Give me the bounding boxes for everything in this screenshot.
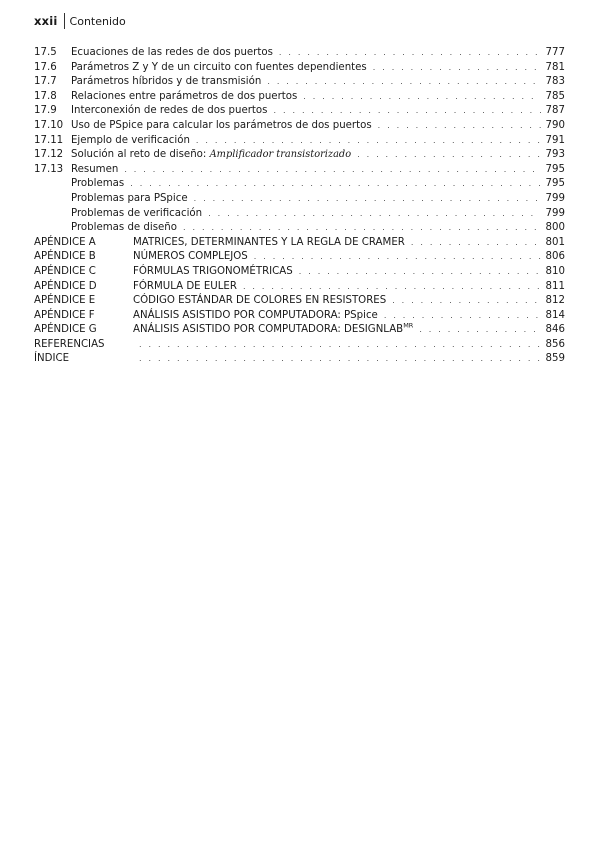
leader-dots bbox=[243, 280, 541, 295]
toc-entry bbox=[34, 134, 565, 149]
leader-dots bbox=[139, 352, 541, 367]
entry-number: 17.8 bbox=[34, 90, 57, 102]
appendix-page: 812 bbox=[545, 295, 565, 307]
leader-dots bbox=[419, 323, 541, 338]
toc-appendix bbox=[34, 323, 565, 338]
leader-dots bbox=[139, 338, 541, 353]
entry-page: 781 bbox=[545, 61, 565, 73]
entry-title: Uso de PSpice para calcular los parámetros de dos puertos bbox=[71, 119, 372, 131]
appendix-title: FÓRMULAS TRIGONOMÉTRICAS bbox=[133, 265, 293, 277]
toc-subentry bbox=[34, 192, 565, 207]
appendix-label: APÉNDICE A bbox=[34, 236, 96, 248]
appendix-label: APÉNDICE D bbox=[34, 280, 97, 292]
appendix-title: FÓRMULA DE EULER bbox=[133, 280, 237, 292]
entry-title: Relaciones entre parámetros de dos puertos bbox=[71, 90, 298, 102]
toc-appendix bbox=[34, 236, 565, 251]
appendix-label: APÉNDICE C bbox=[34, 265, 96, 277]
subentry-title: Problemas de verificación bbox=[71, 207, 203, 219]
subentry-page: 795 bbox=[545, 178, 565, 190]
entry-page: 783 bbox=[545, 76, 565, 88]
entry-title-text: Solución al reto de diseño: bbox=[71, 149, 207, 161]
entry-number: 17.11 bbox=[34, 134, 64, 146]
toc-subentry bbox=[34, 207, 565, 222]
toc-entry bbox=[34, 46, 565, 61]
toc-appendix bbox=[34, 294, 565, 309]
entry-title: Parámetros Z y Y de un circuito con fuentes dependientes bbox=[71, 61, 367, 73]
header-page-number: xxii bbox=[34, 14, 58, 28]
entry-number: 17.7 bbox=[34, 76, 57, 88]
appendix-title bbox=[133, 323, 413, 338]
entry-number: 17.12 bbox=[34, 149, 64, 161]
toc-entry bbox=[34, 104, 565, 119]
entry-title: Parámetros híbridos y de transmisión bbox=[71, 76, 262, 88]
toc-appendix bbox=[34, 265, 565, 280]
leader-dots bbox=[183, 221, 541, 236]
toc-subentry bbox=[34, 221, 565, 236]
leader-dots bbox=[299, 265, 541, 280]
entry-page: 785 bbox=[545, 90, 565, 102]
entry-number: 17.5 bbox=[34, 47, 57, 58]
toc-entry bbox=[34, 90, 565, 105]
entry-page: 793 bbox=[545, 149, 565, 161]
entry-number: 17.10 bbox=[34, 119, 64, 131]
appendix-page: 846 bbox=[545, 324, 565, 336]
appendix-title: ANÁLISIS ASISTIDO POR COMPUTADORA: PSpice bbox=[133, 309, 378, 321]
appendix-label: APÉNDICE F bbox=[34, 309, 95, 321]
entry-title: Resumen bbox=[71, 163, 119, 175]
appendix-label: APÉNDICE B bbox=[34, 251, 96, 263]
leader-dots bbox=[196, 134, 541, 149]
header-section-title: Contenido bbox=[69, 14, 126, 28]
appendix-label: APÉNDICE E bbox=[34, 295, 96, 307]
toc-appendix bbox=[34, 280, 565, 295]
leader-dots bbox=[373, 61, 541, 76]
toc-backmatter bbox=[34, 352, 565, 367]
subentry-page: 799 bbox=[545, 207, 565, 219]
appendix-page: 814 bbox=[545, 309, 565, 321]
subentry-title: Problemas de diseño bbox=[71, 222, 177, 234]
leader-dots bbox=[130, 177, 541, 192]
leader-dots bbox=[254, 250, 541, 265]
toc-backmatter bbox=[34, 338, 565, 353]
header-divider bbox=[64, 13, 65, 29]
leader-dots bbox=[378, 119, 541, 134]
leader-dots bbox=[279, 46, 541, 61]
entry-title-italic: Amplificador transistorizado bbox=[209, 149, 352, 161]
leader-dots bbox=[411, 236, 541, 251]
entry-title bbox=[71, 148, 351, 163]
backmatter-label: REFERENCIAS bbox=[34, 338, 105, 350]
appendix-page: 806 bbox=[545, 251, 565, 263]
subentry-title: Problemas para PSpice bbox=[71, 192, 188, 204]
table-of-contents bbox=[34, 46, 565, 367]
entry-number: 17.6 bbox=[34, 61, 57, 73]
leader-dots bbox=[124, 163, 541, 178]
toc-entry bbox=[34, 163, 565, 178]
appendix-title-text: ANÁLISIS ASISTIDO POR COMPUTADORA: DESIGNLAB bbox=[133, 324, 404, 336]
appendix-page: 811 bbox=[545, 280, 565, 292]
appendix-page: 801 bbox=[545, 236, 565, 248]
toc-entry bbox=[34, 148, 565, 163]
backmatter-page: 856 bbox=[545, 338, 565, 350]
subentry-page: 800 bbox=[545, 222, 565, 234]
entry-number: 17.13 bbox=[34, 163, 64, 175]
trademark-superscript: MR bbox=[403, 321, 414, 330]
entry-title: Interconexión de redes de dos puertos bbox=[71, 105, 268, 117]
toc-appendix bbox=[34, 250, 565, 265]
subentry-title: Problemas bbox=[71, 178, 125, 190]
backmatter-label: ÍNDICE bbox=[34, 353, 70, 365]
entry-title: Ecuaciones de las redes de dos puertos bbox=[71, 47, 273, 58]
entry-page: 791 bbox=[545, 134, 565, 146]
toc-entry bbox=[34, 61, 565, 76]
toc-entry bbox=[34, 75, 565, 90]
leader-dots bbox=[194, 192, 541, 207]
entry-page: 777 bbox=[545, 47, 565, 58]
running-header bbox=[34, 12, 126, 30]
backmatter-page: 859 bbox=[545, 353, 565, 365]
leader-dots bbox=[303, 90, 541, 105]
appendix-title: MATRICES, DETERMINANTES Y LA REGLA DE CRAMER bbox=[133, 236, 405, 248]
appendix-label: APÉNDICE G bbox=[34, 324, 97, 336]
leader-dots bbox=[208, 207, 541, 222]
entry-page: 795 bbox=[545, 163, 565, 175]
leader-dots bbox=[392, 294, 541, 309]
entry-page: 787 bbox=[545, 105, 565, 117]
leader-dots bbox=[267, 75, 541, 90]
entry-title: Ejemplo de verificación bbox=[71, 134, 190, 146]
appendix-page: 810 bbox=[545, 265, 565, 277]
leader-dots bbox=[273, 104, 541, 119]
entry-page: 790 bbox=[545, 119, 565, 131]
toc-entry bbox=[34, 119, 565, 134]
toc-appendix bbox=[34, 309, 565, 324]
leader-dots bbox=[357, 148, 541, 163]
appendix-title: CÓDIGO ESTÁNDAR DE COLORES EN RESISTORES bbox=[133, 295, 387, 307]
toc-subentry bbox=[34, 177, 565, 192]
appendix-title: NÚMEROS COMPLEJOS bbox=[133, 251, 248, 263]
entry-number: 17.9 bbox=[34, 105, 57, 117]
subentry-page: 799 bbox=[545, 192, 565, 204]
